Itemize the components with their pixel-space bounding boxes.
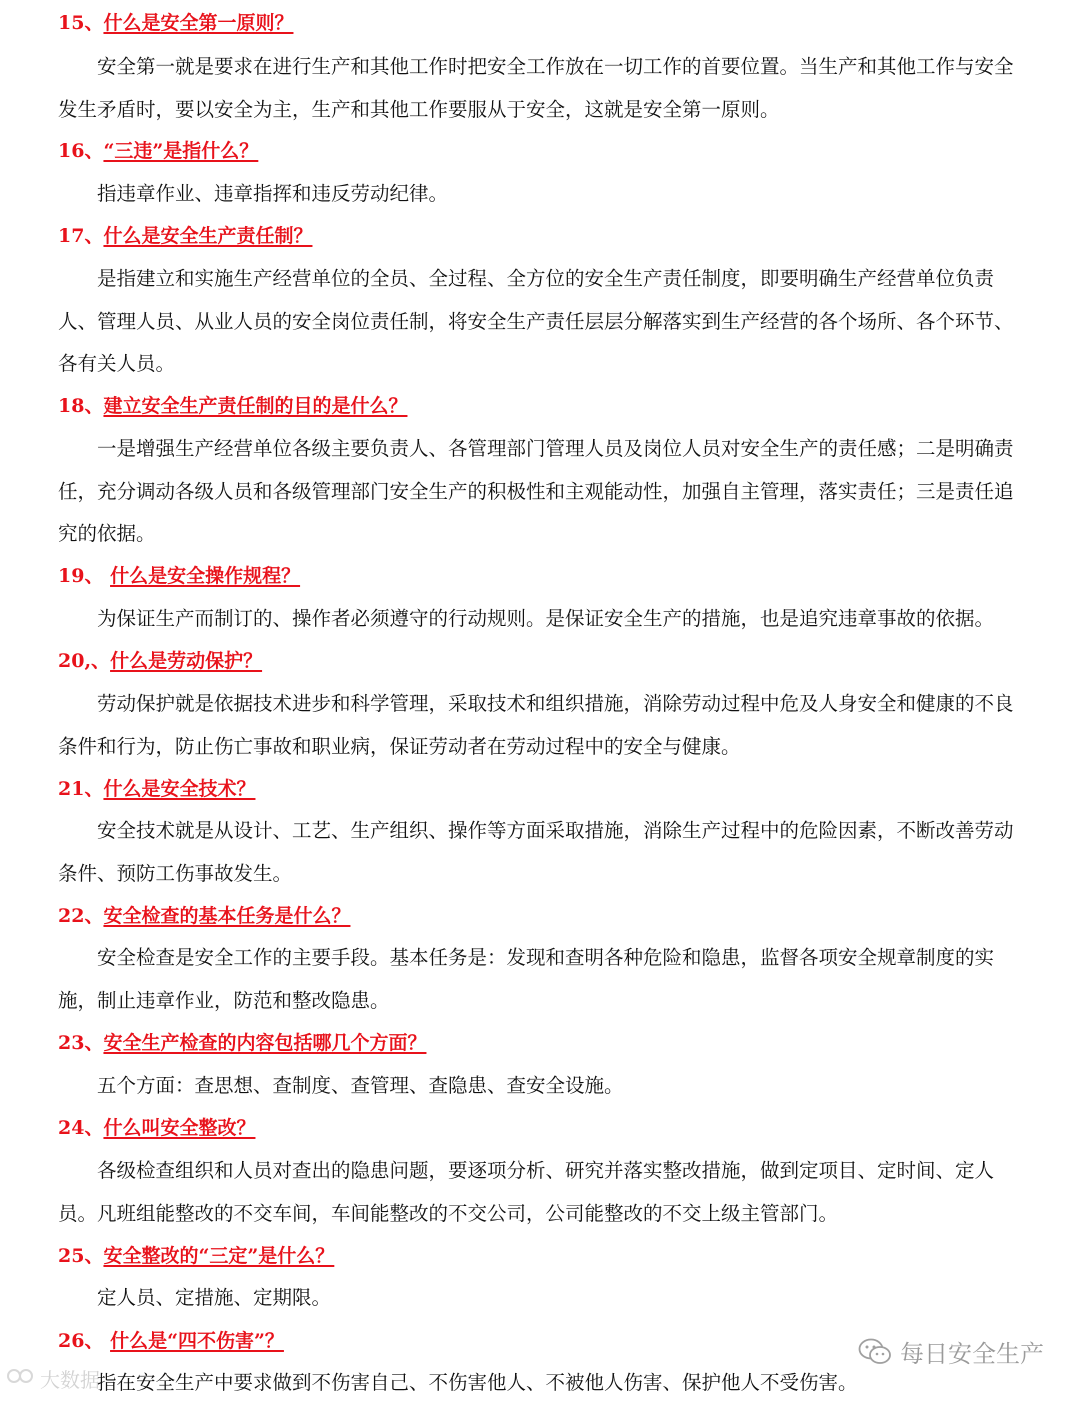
answer-26: 指在安全生产中要求做到不伤害自己、不伤害他人、不被他人伤害、保护他人不受伤害。 [97, 1371, 858, 1394]
question-19: 19、 什么是安全操作规程？ [58, 565, 301, 587]
watermark [858, 1334, 1044, 1369]
watermark-text: 每日安全生产 [900, 1340, 1044, 1368]
answer-17: 是指建立和实施生产经营单位的全员、全过程、全方位的安全生产责任制度，即要明确生产经营单位负责人、管理人员、从业人员的安全岗位责任制，将安全生产责任层层分解落实到生产经营的各个场所、各个环节、各有关人员。 [58, 267, 1014, 375]
answer-20: 劳动保护就是依据技术进步和科学管理，采取技术和组织措施，消除劳动过程中危及人身安全和健康的不良条件和行为，防止伤亡事故和职业病，保证劳动者在劳动过程中的安全与健康。 [58, 692, 1014, 758]
question-21: 21、什么是安全技术？ [58, 778, 256, 800]
answer-21: 安全技术就是从设计、工艺、生产组织、操作等方面采取措施，消除生产过程中的危险因素，不断改善劳动条件、预防工伤事故发生。 [58, 819, 1014, 885]
question-17: 17、什么是安全生产责任制？ [58, 225, 313, 247]
question-23: 23、安全生产检查的内容包括哪几个方面？ [58, 1032, 427, 1054]
question-18: 18、建立安全生产责任制的目的是什么？ [58, 395, 408, 417]
wechat-icon [858, 1337, 892, 1367]
question-22: 22、安全检查的基本任务是什么？ [58, 905, 351, 927]
question-25: 25、安全整改的“三定”是什么？ [58, 1245, 335, 1267]
answer-19: 为保证生产而制订的、操作者必须遵守的行动规则。是保证安全生产的措施，也是追究违章事故的依据。 [97, 607, 995, 630]
answer-22: 安全检查是安全工作的主要手段。基本任务是：发现和查明各种危险和隐患，监督各项安全规章制度的实施，制止违章作业，防范和整改隐患。 [58, 946, 995, 1012]
logo-icon [6, 1365, 36, 1392]
answer-24: 各级检查组织和人员对查出的隐患问题，要逐项分析、研究并落实整改措施，做到定项目、定时间、定人员。凡班组能整改的不交车间，车间能整改的不交公司，公司能整改的不交上级主管部门。 [58, 1159, 995, 1225]
question-16: 16、“三违”是指什么？ [58, 140, 259, 162]
question-20: 20,、什么是劳动保护？ [58, 650, 263, 672]
answer-18: 一是增强生产经营单位各级主要负责人、各管理部门管理人员及岗位人员对安全生产的责任感；二是明确责任，充分调动各级人员和各级管理部门安全生产的积极性和主观能动性，加强自主管理，落实责任；三是责任追究的依据。 [58, 437, 1014, 545]
question-26: 26、 什么是“四不伤害”？ [58, 1330, 284, 1352]
question-24: 24、什么叫安全整改？ [58, 1117, 256, 1139]
answer-23: 五个方面：查思想、查制度、查管理、查隐患、查安全设施。 [97, 1074, 624, 1097]
watermark-bottom-left [6, 1364, 100, 1393]
answer-25: 定人员、定措施、定期限。 [97, 1286, 332, 1309]
question-15: 15、什么是安全第一原则？ [58, 12, 294, 34]
answer-16: 指违章作业、违章指挥和违反劳动纪律。 [97, 182, 449, 205]
watermark-bottom-text: 大数据 [40, 1368, 100, 1392]
answer-15: 安全第一就是要求在进行生产和其他工作时把安全工作放在一切工作的首要位置。当生产和其他工作与安全发生矛盾时，要以安全为主，生产和其他工作要服从于安全，这就是安全第一原则。 [58, 55, 1014, 121]
